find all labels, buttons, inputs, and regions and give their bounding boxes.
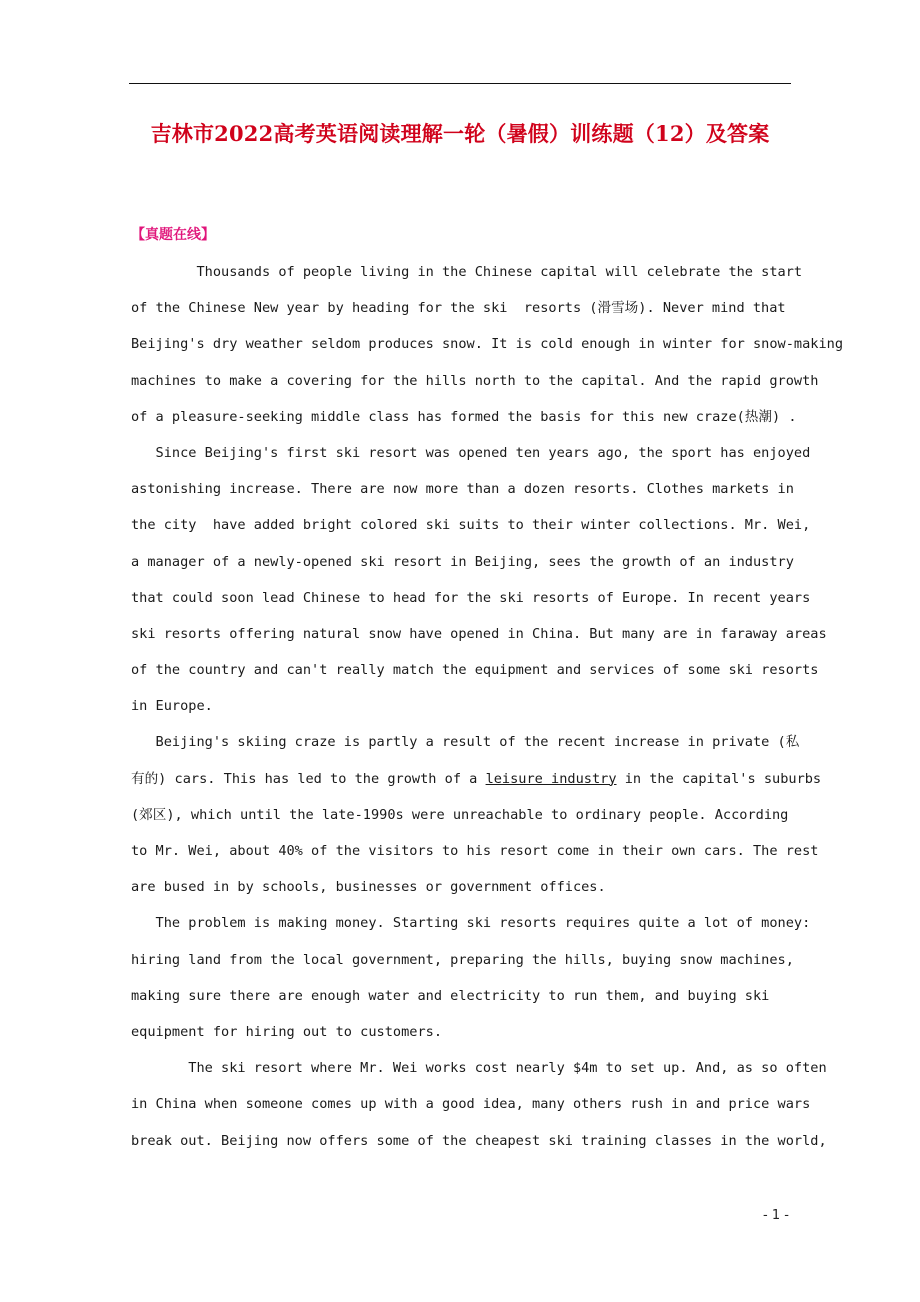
passage-line: to Mr. Wei, about 40% of the visitors to his resort come in their own cars. The rest xyxy=(131,843,819,859)
passage-line: The ski resort where Mr. Wei works cost nearly $4m to set up. And, as so often xyxy=(131,1060,827,1077)
passage-line: making sure there are enough water and electricity to run them, and buying ski xyxy=(131,987,770,1004)
passage-line: in China when someone comes up with a good idea, many others rush in and price wars xyxy=(131,1096,811,1113)
passage-body xyxy=(131,254,844,1159)
passage-line: in Europe. xyxy=(131,698,213,715)
passage-line: of a pleasure-seeking middle class has formed the basis for this new craze(热潮) . xyxy=(131,408,797,425)
passage-line: the city have added bright colored ski suits to their winter collections. Mr. Wei, xyxy=(131,517,811,534)
passage-line: Beijing's skiing craze is partly a result of the recent increase in private (私 xyxy=(131,734,800,751)
passage-line: that could soon lead Chinese to head for the ski resorts of Europe. In recent years xyxy=(131,589,811,606)
passage-line: Thousands of people living in the Chinese capital will celebrate the start xyxy=(131,264,803,280)
underlined-phrase: leisure industry xyxy=(485,770,617,787)
passage-line: hiring land from the local government, preparing the hills, buying snow machines, xyxy=(131,951,794,968)
page-number: - 1 - xyxy=(763,1208,789,1223)
passage-line: astonishing increase. There are now more than a dozen resorts. Clothes markets in xyxy=(131,481,794,498)
passage-line: Since Beijing's first ski resort was opened ten years ago, the sport has enjoyed xyxy=(131,444,811,461)
section-tag: 【真题在线】 xyxy=(131,227,215,243)
line-head: 有的) cars. This has led to the growth of a xyxy=(131,770,486,787)
passage-line: equipment for hiring out to customers. xyxy=(131,1023,442,1040)
passage-line: (郊区), which until the late-1990s were unreachable to ordinary people. According xyxy=(131,806,789,823)
passage-line: of the Chinese New year by heading for the ski resorts (滑雪场). Never mind that xyxy=(131,300,786,317)
passage-line: of the country and can't really match the equipment and services of some ski resorts xyxy=(131,662,819,679)
document-title: 吉林市2022高考英语阅读理解一轮（暑假）训练题（12）及答案 xyxy=(150,121,770,146)
passage-line: ski resorts offering natural snow have opened in China. But many are in faraway areas xyxy=(131,625,827,642)
passage-line: a manager of a newly-opened ski resort in Beijing, sees the growth of an industry xyxy=(131,553,794,570)
passage-line-with-underline xyxy=(131,761,822,797)
passage-line: machines to make a covering for the hills north to the capital. And the rapid growth xyxy=(131,372,819,389)
header-rule xyxy=(129,83,791,84)
passage-line: break out. Beijing now offers some of the cheapest ski training classes in the world, xyxy=(131,1132,827,1149)
passage-line: The problem is making money. Starting ski resorts requires quite a lot of money: xyxy=(131,915,811,932)
passage-line: are bused in by schools, businesses or government offices. xyxy=(131,879,606,896)
passage-line: Beijing's dry weather seldom produces snow. It is cold enough in winter for snow-making xyxy=(131,336,844,353)
line-tail: in the capital's suburbs xyxy=(616,770,822,787)
